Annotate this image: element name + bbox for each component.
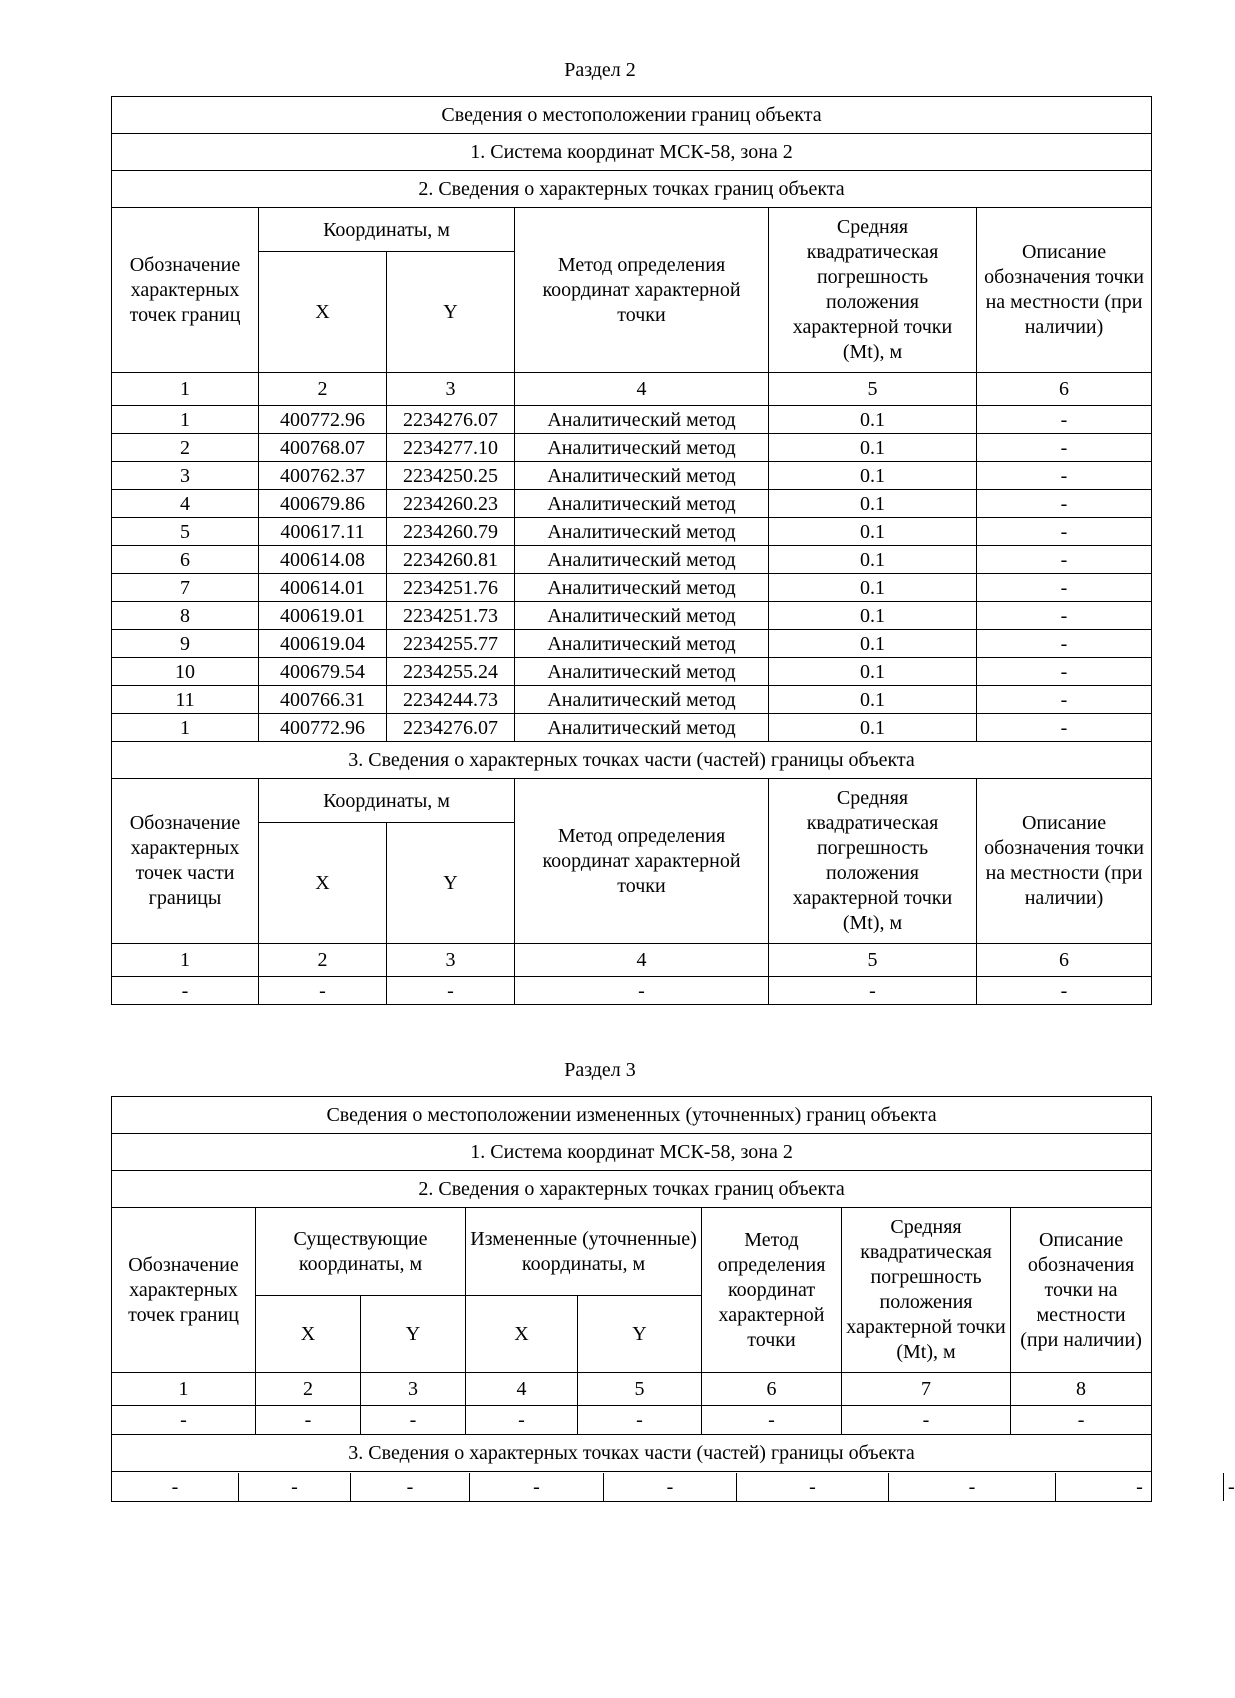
s3-parts-row-cell-2: - xyxy=(239,1473,351,1501)
section-3-table xyxy=(111,1096,1235,1502)
points-title-row: 2. Сведения о характерных точках границ объекта xyxy=(112,171,1152,208)
s3-col-number-4: 4 xyxy=(466,1373,578,1406)
parts-col-number-6: 6 xyxy=(977,944,1152,977)
s3-parts-row-cell-5: - xyxy=(604,1473,737,1501)
table-row-cell-6: - xyxy=(977,574,1152,602)
s3-header-y-changed: Y xyxy=(578,1296,702,1373)
table-row-cell-3: 2234260.79 xyxy=(387,518,515,546)
parts-col-number-4: 4 xyxy=(515,944,769,977)
s3-header-error: Средняя квадратическая погрешность положения характерной точки (Mt), м xyxy=(842,1208,1011,1373)
table-row-cell-2: 400768.07 xyxy=(259,434,387,462)
parts-header-designation: Обозначение характерных точек части границы xyxy=(112,779,259,944)
table-row-cell-4: Аналитический метод xyxy=(515,574,769,602)
s3-col-number-6: 6 xyxy=(702,1373,842,1406)
table-row-cell-6: - xyxy=(977,490,1152,518)
table-row xyxy=(112,434,1152,462)
table-row-cell-5: 0.1 xyxy=(769,406,977,434)
section-2-title: Раздел 2 xyxy=(564,59,636,81)
table-row-cell-1: 6 xyxy=(112,546,259,574)
s3-header-y-existing: Y xyxy=(361,1296,466,1373)
table-row-cell-4: Аналитический метод xyxy=(515,546,769,574)
s3-parts-row-cell-7: - xyxy=(889,1473,1056,1501)
table-row-cell-5: 0.1 xyxy=(769,490,977,518)
table-row-cell-2: 400766.31 xyxy=(259,686,387,714)
header-description: Описание обозначения точки на местности (при наличии) xyxy=(977,208,1152,373)
s3-parts-row-cell-1: - xyxy=(112,1473,239,1501)
section-3-title: Раздел 3 xyxy=(564,1059,636,1081)
table-row xyxy=(112,490,1152,518)
table-row-cell-1: 10 xyxy=(112,658,259,686)
s3-header-existing: Существующие координаты, м xyxy=(256,1208,466,1296)
parts-header-coordinates: Координаты, м xyxy=(259,779,515,823)
s3-header-x-existing: X xyxy=(256,1296,361,1373)
s3-coord-system-row: 1. Система координат МСК-58, зона 2 xyxy=(112,1134,1152,1171)
table-row xyxy=(112,462,1152,490)
parts-header-description: Описание обозначения точки на местности (при наличии) xyxy=(977,779,1152,944)
col-number-3: 3 xyxy=(387,373,515,406)
table-row-cell-6: - xyxy=(977,462,1152,490)
table-row-cell-2: 400619.04 xyxy=(259,630,387,658)
table-row-cell-5: 0.1 xyxy=(769,602,977,630)
table-row-cell-4: Аналитический метод xyxy=(515,714,769,742)
s3-header-changed: Измененные (уточненные) координаты, м xyxy=(466,1208,702,1296)
table-row-cell-3: 2234255.24 xyxy=(387,658,515,686)
table-row-cell-2: 400679.54 xyxy=(259,658,387,686)
s3-table-row xyxy=(112,1406,1152,1435)
table-row-cell-5: 0.1 xyxy=(769,714,977,742)
section-2-table-body xyxy=(112,97,1152,1005)
table-row-cell-2: 400772.96 xyxy=(259,714,387,742)
table-row xyxy=(112,686,1152,714)
table-row-cell-5: 0.1 xyxy=(769,686,977,714)
table-row-cell-1: 9 xyxy=(112,630,259,658)
table-row xyxy=(112,518,1152,546)
table-row-cell-5: 0.1 xyxy=(769,546,977,574)
table-row-cell-1: 1 xyxy=(112,714,259,742)
s3-col-number-2: 2 xyxy=(256,1373,361,1406)
table-row-cell-6: - xyxy=(977,518,1152,546)
header-coordinates: Координаты, м xyxy=(259,208,515,252)
header-designation: Обозначение характерных точек границ xyxy=(112,208,259,373)
parts-col-number-3: 3 xyxy=(387,944,515,977)
parts-header-error: Средняя квадратическая погрешность положения характерной точки (Mt), м xyxy=(769,779,977,944)
s3-table-row-cell-4: - xyxy=(466,1406,578,1435)
table-row-cell-4: Аналитический метод xyxy=(515,462,769,490)
coord-system-row: 1. Система координат МСК-58, зона 2 xyxy=(112,134,1152,171)
table-row-cell-4: Аналитический метод xyxy=(515,602,769,630)
s3-parts-row xyxy=(112,1472,1152,1502)
table-row-cell-2: 400762.37 xyxy=(259,462,387,490)
table-row-cell-6: - xyxy=(977,658,1152,686)
table-row-cell-1: 8 xyxy=(112,602,259,630)
table-row-cell-4: Аналитический метод xyxy=(515,630,769,658)
table-row-cell-3: 2234250.25 xyxy=(387,462,515,490)
table-row-cell-6: - xyxy=(977,602,1152,630)
parts-col-number-5: 5 xyxy=(769,944,977,977)
table-row-cell-2: 400617.11 xyxy=(259,518,387,546)
table-row-cell-1: 2 xyxy=(112,434,259,462)
parts-table-row-cell-2: - xyxy=(259,977,387,1005)
s3-col-number-3: 3 xyxy=(361,1373,466,1406)
s3-header-x-changed: X xyxy=(466,1296,578,1373)
parts-table-row-cell-5: - xyxy=(769,977,977,1005)
header-x: X xyxy=(259,252,387,373)
table-row-cell-4: Аналитический метод xyxy=(515,490,769,518)
s3-table-title: Сведения о местоположении измененных (уточненных) границ объекта xyxy=(112,1097,1152,1134)
table-row-cell-4: Аналитический метод xyxy=(515,658,769,686)
table-row-cell-3: 2234276.07 xyxy=(387,406,515,434)
section-2-table xyxy=(111,96,1152,1005)
table-row-cell-6: - xyxy=(977,406,1152,434)
s3-header-description: Описание обозначения точки на местности (при наличии) xyxy=(1011,1208,1152,1373)
parts-col-number-2: 2 xyxy=(259,944,387,977)
parts-column-numbers-row xyxy=(112,944,1152,977)
table-row-cell-3: 2234244.73 xyxy=(387,686,515,714)
table-row xyxy=(112,406,1152,434)
table-row-cell-3: 2234251.76 xyxy=(387,574,515,602)
col-number-1: 1 xyxy=(112,373,259,406)
table-row-cell-6: - xyxy=(977,434,1152,462)
table-row-cell-4: Аналитический метод xyxy=(515,406,769,434)
table-row xyxy=(112,574,1152,602)
section-3-table-body xyxy=(112,1097,1235,1502)
s3-table-row-cell-5: - xyxy=(578,1406,702,1435)
table-row-cell-2: 400614.01 xyxy=(259,574,387,602)
table-row-cell-3: 2234260.23 xyxy=(387,490,515,518)
table-row-cell-1: 7 xyxy=(112,574,259,602)
s3-table-row-cell-1: - xyxy=(112,1406,256,1435)
s3-table-row-cell-7: - xyxy=(842,1406,1011,1435)
table-row-cell-5: 0.1 xyxy=(769,658,977,686)
table-row-cell-3: 2234255.77 xyxy=(387,630,515,658)
s3-parts-row-cell-8: - xyxy=(1056,1473,1224,1501)
parts-table-row-cell-3: - xyxy=(387,977,515,1005)
s3-col-number-5: 5 xyxy=(578,1373,702,1406)
table-row-cell-2: 400679.86 xyxy=(259,490,387,518)
table-row-cell-2: 400619.01 xyxy=(259,602,387,630)
table-row xyxy=(112,714,1152,742)
s3-table-row-cell-8: - xyxy=(1011,1406,1152,1435)
table-row-cell-2: 400772.96 xyxy=(259,406,387,434)
s3-parts-row-cell-3: - xyxy=(351,1473,470,1501)
column-numbers-row xyxy=(112,373,1152,406)
table-row-cell-4: Аналитический метод xyxy=(515,686,769,714)
s3-header-method: Метод определения координат характерной точки xyxy=(702,1208,842,1373)
parts-table-row-cell-6: - xyxy=(977,977,1152,1005)
s3-column-numbers-row xyxy=(112,1373,1152,1406)
s3-parts-row-cell-4: - xyxy=(470,1473,604,1501)
s3-col-number-1: 1 xyxy=(112,1373,256,1406)
s3-table-row-cell-6: - xyxy=(702,1406,842,1435)
table-row-cell-3: 2234251.73 xyxy=(387,602,515,630)
s3-parts-row-container: - - - - - - - - - xyxy=(112,1472,1152,1502)
col-number-4: 4 xyxy=(515,373,769,406)
table-row-cell-1: 4 xyxy=(112,490,259,518)
table-row-cell-4: Аналитический метод xyxy=(515,434,769,462)
col-number-5: 5 xyxy=(769,373,977,406)
table-row-cell-5: 0.1 xyxy=(769,518,977,546)
s3-col-number-8: 8 xyxy=(1011,1373,1152,1406)
parts-table-row xyxy=(112,977,1152,1005)
table-row-cell-1: 11 xyxy=(112,686,259,714)
table-row-cell-4: Аналитический метод xyxy=(515,518,769,546)
s3-parts-row-cell-6: - xyxy=(737,1473,889,1501)
table-row-cell-6: - xyxy=(977,714,1152,742)
s3-col-number-7: 7 xyxy=(842,1373,1011,1406)
table-row-cell-5: 0.1 xyxy=(769,574,977,602)
table-row-cell-3: 2234276.07 xyxy=(387,714,515,742)
table-row-cell-6: - xyxy=(977,686,1152,714)
table-row xyxy=(112,630,1152,658)
table-row-cell-5: 0.1 xyxy=(769,630,977,658)
header-error: Средняя квадратическая погрешность положения характерной точки (Mt), м xyxy=(769,208,977,373)
table-row-cell-6: - xyxy=(977,630,1152,658)
s3-points-title-row: 2. Сведения о характерных точках границ объекта xyxy=(112,1171,1152,1208)
table-row-cell-1: 1 xyxy=(112,406,259,434)
table-row-cell-5: 0.1 xyxy=(769,462,977,490)
parts-title-row: 3. Сведения о характерных точках части (частей) границы объекта xyxy=(112,742,1152,779)
table-row-cell-3: 2234260.81 xyxy=(387,546,515,574)
table-row-cell-6: - xyxy=(977,546,1152,574)
parts-col-number-1: 1 xyxy=(112,944,259,977)
table-row xyxy=(112,546,1152,574)
col-number-2: 2 xyxy=(259,373,387,406)
table-row-cell-5: 0.1 xyxy=(769,434,977,462)
s3-header-designation: Обозначение характерных точек границ xyxy=(112,1208,256,1373)
table-row-cell-1: 3 xyxy=(112,462,259,490)
table-row xyxy=(112,658,1152,686)
table-title: Сведения о местоположении границ объекта xyxy=(112,97,1152,134)
table-row-cell-3: 2234277.10 xyxy=(387,434,515,462)
parts-header-method: Метод определения координат характерной точки xyxy=(515,779,769,944)
parts-header-y: Y xyxy=(387,823,515,944)
s3-parts-title-row: 3. Сведения о характерных точках части (частей) границы объекта xyxy=(112,1435,1152,1472)
parts-header-x: X xyxy=(259,823,387,944)
table-row-cell-1: 5 xyxy=(112,518,259,546)
table-row-cell-2: 400614.08 xyxy=(259,546,387,574)
header-method: Метод определения координат характерной точки xyxy=(515,208,769,373)
s3-table-row-cell-3: - xyxy=(361,1406,466,1435)
table-row xyxy=(112,602,1152,630)
col-number-6: 6 xyxy=(977,373,1152,406)
header-y: Y xyxy=(387,252,515,373)
s3-table-row-cell-2: - xyxy=(256,1406,361,1435)
parts-table-row-cell-4: - xyxy=(515,977,769,1005)
parts-table-row-cell-1: - xyxy=(112,977,259,1005)
